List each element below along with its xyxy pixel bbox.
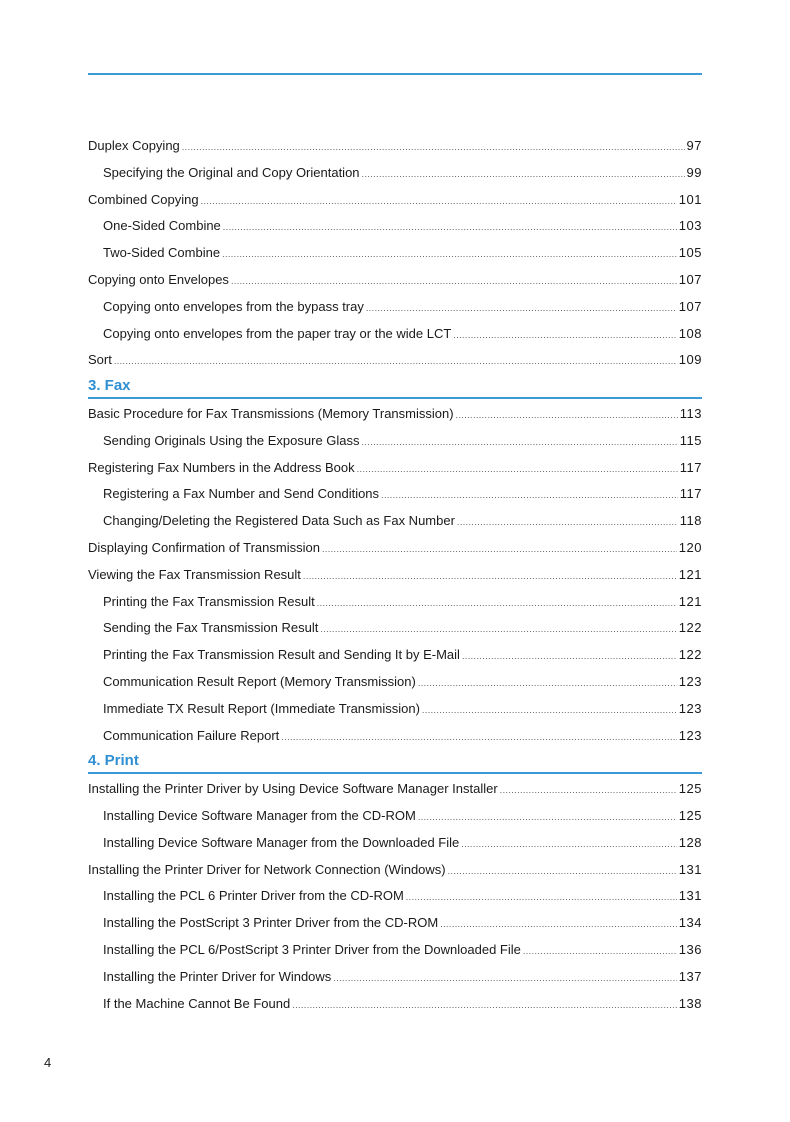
dot-leader <box>317 590 677 617</box>
toc-entry[interactable] <box>88 133 702 160</box>
toc-subentry[interactable] <box>88 589 702 616</box>
entry-title: Installing the PCL 6 Printer Driver from the CD-ROM <box>103 888 404 904</box>
dot-leader <box>320 616 676 643</box>
dot-leader <box>114 348 677 375</box>
toc-entry[interactable] <box>88 187 702 214</box>
entry-title: Installing the PostScript 3 Printer Driver from the CD-ROM <box>103 915 439 931</box>
entry-title: Combined Copying <box>88 191 199 207</box>
entry-title: Copying onto Envelopes <box>88 271 229 287</box>
toc-subentry[interactable] <box>88 615 702 642</box>
toc-subentry[interactable] <box>88 240 702 267</box>
toc-subentry[interactable] <box>88 937 702 964</box>
entry-title: Changing/Deleting the Registered Data Such as Fax Number <box>103 513 455 529</box>
chapter-rule <box>88 397 702 399</box>
entry-page-number: 97 <box>686 138 702 153</box>
entry-title: Duplex Copying <box>88 138 180 153</box>
chapter-title: 4. Print <box>88 752 139 770</box>
entry-title: Installing the Printer Driver by Using Device Software Manager Installer <box>88 781 498 797</box>
entry-title: Registering Fax Numbers in the Address Book <box>88 459 355 475</box>
dot-leader <box>362 429 678 456</box>
dot-leader <box>448 858 677 885</box>
entry-page-number: 137 <box>678 968 702 984</box>
chapter-rule <box>88 772 702 774</box>
entry-page-number: 120 <box>678 539 702 555</box>
entry-title: Installing Device Software Manager from the CD-ROM <box>103 807 416 823</box>
entry-title: If the Machine Cannot Be Found <box>103 995 291 1011</box>
dot-leader <box>231 268 677 295</box>
toc-entry[interactable] <box>88 401 702 428</box>
entry-page-number: 105 <box>678 245 702 261</box>
entry-title: Copying onto envelopes from the bypass tray <box>103 298 364 314</box>
entry-title: Sending Originals Using the Exposure Glass <box>103 432 360 448</box>
entry-page-number: 125 <box>678 807 702 823</box>
toc-subentry[interactable] <box>88 481 702 508</box>
dot-leader <box>422 697 677 724</box>
entry-page-number: 128 <box>678 834 702 850</box>
entry-page-number: 131 <box>678 861 702 877</box>
chapter-title: 3. Fax <box>88 377 131 395</box>
entry-title: Installing the PCL 6/PostScript 3 Printer Driver from the Downloaded File <box>103 941 521 957</box>
dot-leader <box>461 831 677 858</box>
dot-leader <box>440 911 677 938</box>
entry-page-number: 138 <box>678 995 702 1011</box>
toc-subentry[interactable] <box>88 964 702 991</box>
entry-page-number: 99 <box>686 164 702 180</box>
dot-leader <box>281 724 677 751</box>
entry-title: Installing the Printer Driver for Windows <box>103 968 332 984</box>
dot-leader <box>223 214 677 241</box>
dot-leader <box>366 295 677 322</box>
entry-page-number: 134 <box>678 915 702 931</box>
dot-leader <box>456 402 678 429</box>
toc-entry[interactable] <box>88 776 702 803</box>
entry-page-number: 107 <box>678 271 702 287</box>
entry-title: Registering a Fax Number and Send Conditions <box>103 486 380 502</box>
entry-title: Communication Result Report (Memory Transmission) <box>103 673 416 689</box>
dot-leader <box>453 322 676 349</box>
toc-subentry[interactable] <box>88 696 702 723</box>
dot-leader <box>457 509 678 536</box>
dot-leader <box>462 643 677 670</box>
entry-title: Installing the Printer Driver for Network Connection (Windows) <box>88 861 446 877</box>
dot-leader <box>418 804 677 831</box>
entry-page-number: 123 <box>678 700 702 716</box>
entry-title: Displaying Confirmation of Transmission <box>88 539 320 555</box>
toc-subentry[interactable] <box>88 803 702 830</box>
chapter-heading <box>88 749 702 776</box>
chapter-heading <box>88 374 702 401</box>
dot-leader <box>322 536 677 563</box>
entry-page-number: 136 <box>678 941 702 957</box>
entry-title: Specifying the Original and Copy Orientation <box>103 164 360 180</box>
dot-leader <box>201 188 677 215</box>
toc-subentry[interactable] <box>88 213 702 240</box>
toc-subentry[interactable] <box>88 669 702 696</box>
dot-leader <box>292 992 677 1019</box>
entry-page-number: 113 <box>679 405 702 421</box>
toc-subentry[interactable] <box>88 723 702 750</box>
toc-subentry[interactable] <box>88 428 702 455</box>
entry-page-number: 122 <box>678 620 702 636</box>
entry-page-number: 131 <box>678 888 702 904</box>
toc-entry[interactable] <box>88 857 702 884</box>
entry-title: Immediate TX Result Report (Immediate Transmission) <box>103 700 420 716</box>
dot-leader <box>500 777 677 804</box>
page-number: 4 <box>44 1055 52 1070</box>
toc-subentry[interactable] <box>88 160 702 187</box>
dot-leader <box>182 134 685 161</box>
toc-entry[interactable] <box>88 562 702 589</box>
entry-page-number: 121 <box>678 593 702 609</box>
dot-leader <box>381 482 678 509</box>
entry-page-number: 117 <box>679 486 702 502</box>
toc-subentry[interactable] <box>88 294 702 321</box>
entry-title: Copying onto envelopes from the paper tray or the wide LCT <box>103 325 452 341</box>
toc-entry[interactable] <box>88 535 702 562</box>
toc-subentry[interactable] <box>88 910 702 937</box>
entry-title: Sending the Fax Transmission Result <box>103 620 319 636</box>
entry-page-number: 125 <box>678 781 702 797</box>
toc-subentry[interactable] <box>88 508 702 535</box>
table-of-contents <box>88 133 702 1017</box>
toc-subentry[interactable] <box>88 642 702 669</box>
entry-page-number: 118 <box>679 513 702 529</box>
toc-subentry[interactable] <box>88 991 702 1018</box>
dot-leader <box>523 938 677 965</box>
toc-entry[interactable] <box>88 267 702 294</box>
entry-title: Basic Procedure for Fax Transmissions (Memory Transmission) <box>88 405 454 421</box>
header-rule <box>88 73 702 75</box>
entry-page-number: 117 <box>679 459 702 475</box>
entry-page-number: 121 <box>678 566 702 582</box>
entry-title: Sort <box>88 352 112 368</box>
entry-page-number: 115 <box>679 432 702 448</box>
dot-leader <box>333 965 676 992</box>
entry-title: Printing the Fax Transmission Result and Sending It by E-Mail <box>103 647 460 663</box>
toc-subentry[interactable] <box>88 830 702 857</box>
entry-title: Two-Sided Combine <box>103 245 221 261</box>
entry-title: Installing Device Software Manager from the Downloaded File <box>103 834 460 850</box>
toc-subentry[interactable] <box>88 321 702 348</box>
dot-leader <box>357 456 678 483</box>
dot-leader <box>418 670 677 697</box>
entry-title: Viewing the Fax Transmission Result <box>88 566 301 582</box>
entry-title: Printing the Fax Transmission Result <box>103 593 315 609</box>
entry-page-number: 109 <box>678 352 702 368</box>
entry-title: One-Sided Combine <box>103 218 221 234</box>
toc-entry[interactable] <box>88 455 702 482</box>
toc-entry[interactable] <box>88 347 702 374</box>
entry-page-number: 122 <box>678 647 702 663</box>
entry-page-number: 123 <box>678 727 702 743</box>
entry-title: Communication Failure Report <box>103 727 280 743</box>
toc-subentry[interactable] <box>88 883 702 910</box>
entry-page-number: 103 <box>678 218 702 234</box>
dot-leader <box>406 884 677 911</box>
dot-leader <box>303 563 677 590</box>
entry-page-number: 107 <box>678 298 702 314</box>
entry-page-number: 101 <box>678 191 702 207</box>
dot-leader <box>222 241 677 268</box>
dot-leader <box>362 161 685 188</box>
entry-page-number: 108 <box>678 325 702 341</box>
entry-page-number: 123 <box>678 673 702 689</box>
